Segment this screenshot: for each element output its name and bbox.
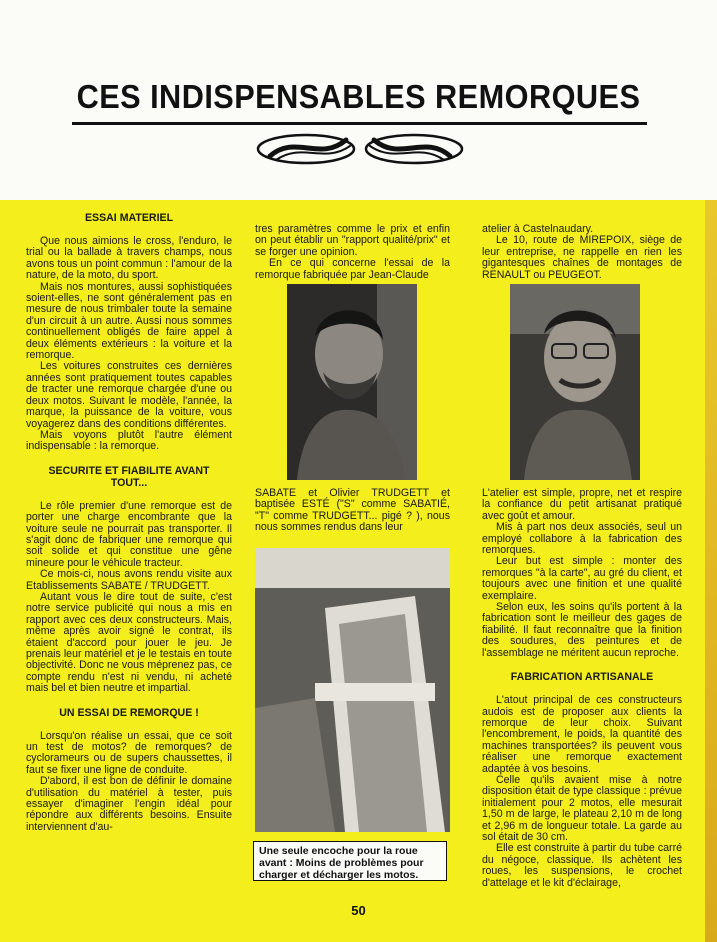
paragraph: En ce qui concerne l'essai de la remorque fabriquée par Jean-Claude bbox=[255, 257, 450, 281]
column-3-top bbox=[482, 224, 682, 281]
paragraph: atelier à Castelnaudary. bbox=[482, 223, 594, 235]
column-3-bottom bbox=[482, 488, 682, 889]
page-title: CES INDISPENSABLES REMORQUES bbox=[76, 78, 641, 115]
column-2-middle bbox=[255, 488, 450, 534]
page-number: 50 bbox=[351, 903, 366, 918]
heading-essai-materiel: ESSAI MATERIEL bbox=[84, 212, 174, 224]
column-2-top bbox=[255, 224, 450, 281]
heading-fabrication: FABRICATION ARTISANALE bbox=[510, 671, 654, 684]
paragraph: Les voitures construites ces dernières années sont pratiquement toutes capables de tracter une remorque chargée d'une ou deux motos. Suivant le modèle, l'année, la marque, la puissance de la voiture, vous voyagerez dans des conditions différentes. bbox=[26, 360, 232, 430]
paragraph: Que nous aimions le cross, l'enduro, le trial ou la ballade à travers champs, nous avons tous un point commun : l'amour de la nature, de la moto, du sport. bbox=[26, 235, 232, 282]
paragraph: Leur but est simple : monter des remorques "à la carte", au gré du client, et toujours avec une finition et une qualité exemplaire. bbox=[482, 555, 682, 602]
ornament-icon bbox=[250, 128, 470, 170]
paragraph: Lorsqu'on réalise un essai, que ce soit un test de motos? de remorques? de cyclorameurs ou de supers chaussettes, il faut se fixer une ligne de conduite. bbox=[26, 729, 232, 776]
heading-essai-remorque: UN ESSAI DE REMORQUE ! bbox=[59, 706, 199, 719]
portrait-photo-trudgett bbox=[510, 284, 640, 480]
paragraph: Celle qu'ils avaient mise à notre disposition était de type classique : prévue initialement pour 2 motos, elle mesurait 1,50 m de large, le plateau 2,10 m de long et 2,96 m de longueur totale. La garde au sol était de 30 cm. bbox=[482, 773, 682, 843]
paragraph: Le rôle premier d'une remorque est de porter une charge encombrante que la voiture seule ne pourrait pas transporter. Il s'agit donc de fabriquer une remorque qui soit solide et qui constitue une gêne mineure pour le véhicule tracteur. bbox=[26, 499, 232, 569]
paragraph: Ce mois-ci, nous avons rendu visite aux Etablissements SABATE / TRUDGETT. bbox=[26, 568, 232, 592]
heading-securite: SECURITE ET FIABILITE AVANT TOUT... bbox=[48, 464, 210, 489]
paragraph: Selon eux, les soins qu'ils portent à la fabrication sont le meilleur des gages de fiabilité. Il faut reconnaître que la finition des soudures, des peintures et de l'assemblage ne méritent aucun reproche. bbox=[482, 601, 682, 659]
paragraph: tres paramètres comme le prix et enfin on peut établir un "rapport qualité/prix" et se forger une opinion. bbox=[255, 223, 450, 258]
title-underline bbox=[72, 122, 647, 125]
paragraph: L'atelier est simple, propre, net et respire la confiance du petit artisanat pratiqué avec goût et amour. bbox=[482, 487, 682, 522]
paragraph: Mis à part nos deux associés, seul un employé collabore à la fabrication des remorques. bbox=[482, 521, 682, 557]
column-1 bbox=[26, 212, 232, 833]
paragraph: Mais nos montures, aussi sophistiquées soient-elles, ne sont généralement pas en mesure de nous trimbaler toute la semaine d'un circuit à un autre. Aussi nous sommes continuellement obligés de faire appel à deux éléments extérieurs : la voiture et la remorque. bbox=[26, 280, 232, 362]
paragraph: SABATE et Olivier TRUDGETT et baptisée ESTÉ ("S" comme SABATIÉ, "T" comme TRUDGETT... pigé ? ), nous nous sommes rendus dans leur bbox=[255, 487, 450, 534]
paragraph: Autant vous le dire tout de suite, c'est notre service publicité qui nous a mis en rapport avec ces deux constructeurs. Mais, même après avoir signé le contrat, ils étaient d'accord pour jouer le jeu. Je prenais leur matériel et je le testais en toute objectivité. Donc ne vous méprenez pas, ce compte rendu n'est ni vendu, ni acheté mais bel et bien neutre et impartial. bbox=[26, 590, 232, 695]
paragraph: Le 10, route de MIREPOIX, siège de leur entreprise, ne rappelle en rien les gigantesques chaînes de montages de RENAULT ou PEUGEOT. bbox=[482, 234, 682, 281]
paragraph: Elle est construite à partir du tube carré du négoce, classique. Ils achètent les roues, les suspensions, le crochet d'attelage et le kit d'éclairage, bbox=[482, 842, 682, 889]
paragraph: L'atout principal de ces constructeurs audois est de proposer aux clients la remorque de leur choix. Suivant l'encombrement, le poids, la quantité des machines transportées? ils peuvent vous réaliser une remorque exactement adaptée à vos besoins. bbox=[482, 694, 682, 775]
paragraph: D'abord, il est bon de définir le domaine d'utilisation du matériel à tester, puis essayer d'imaginer l'engin idéal pour répondre aux différents besoins. Ensuite interviennent d'au- bbox=[26, 775, 232, 833]
paragraph: Mais voyons plutôt l'autre élément indispensable : la remorque. bbox=[26, 428, 232, 453]
page-edge bbox=[705, 200, 717, 942]
photo-caption: Une seule encoche pour la roue avant : Moins de problèmes pour charger et décharger les motos. bbox=[253, 841, 447, 881]
trailer-photo bbox=[255, 548, 450, 832]
portrait-photo-sabate bbox=[287, 284, 417, 480]
